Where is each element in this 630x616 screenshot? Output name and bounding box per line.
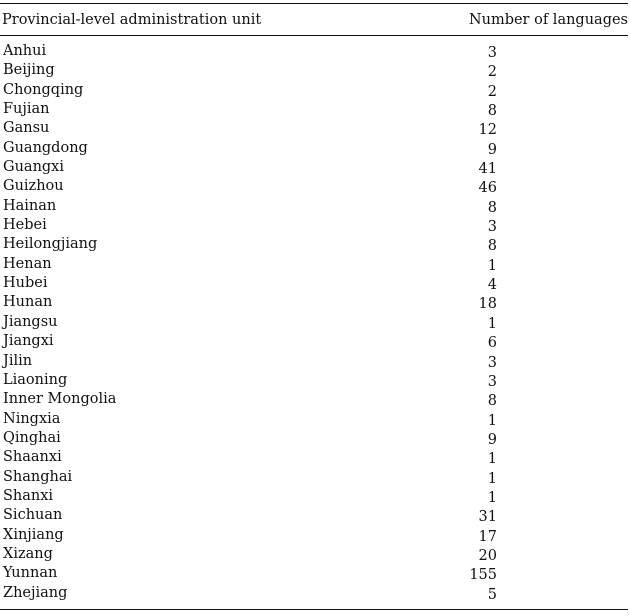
table-row <box>0 564 630 583</box>
row-count: 1 <box>487 451 497 468</box>
row-unit: Hunan <box>3 294 53 311</box>
table-row <box>0 61 630 80</box>
row-unit: Ningxia <box>3 410 61 427</box>
row-count: 1 <box>487 315 497 332</box>
row-unit: Zhejiang <box>3 584 68 601</box>
row-count: 8 <box>487 199 497 216</box>
table-row <box>0 410 630 429</box>
table-row <box>0 545 630 564</box>
table-row <box>0 235 630 254</box>
table-row <box>0 448 630 467</box>
row-unit: Hubei <box>3 275 48 292</box>
table-row <box>0 429 630 448</box>
table-body <box>0 36 630 603</box>
row-unit: Jilin <box>3 352 33 369</box>
row-count: 3 <box>487 354 497 371</box>
table-row <box>0 390 630 409</box>
table-row <box>0 487 630 506</box>
row-unit: Jiangsu <box>3 313 58 330</box>
table-row <box>0 119 630 138</box>
row-unit: Guangxi <box>3 159 65 176</box>
row-count: 46 <box>478 180 497 197</box>
row-unit: Shanxi <box>3 487 54 504</box>
header-count: Number of languages <box>468 11 628 28</box>
table-row <box>0 352 630 371</box>
row-unit: Heilongjiang <box>3 236 98 253</box>
table-row <box>0 371 630 390</box>
row-unit: Inner Mongolia <box>3 391 117 408</box>
row-count: 2 <box>487 83 497 100</box>
row-unit: Gansu <box>3 120 50 137</box>
row-unit: Jiangxi <box>3 333 54 350</box>
row-unit: Beijing <box>3 62 55 79</box>
row-unit: Xizang <box>3 545 53 562</box>
row-count: 17 <box>478 528 497 545</box>
row-count: 20 <box>478 547 497 564</box>
row-unit: Shaanxi <box>3 449 62 466</box>
row-count: 41 <box>478 161 497 178</box>
table-row <box>0 332 630 351</box>
table-header <box>0 4 630 35</box>
row-unit: Sichuan <box>3 507 63 524</box>
row-count: 1 <box>487 489 497 506</box>
table-row <box>0 293 630 312</box>
row-unit: Hebei <box>3 217 47 234</box>
table-row <box>0 158 630 177</box>
row-unit: Yunnan <box>3 565 58 582</box>
row-unit: Xinjiang <box>3 526 64 543</box>
table-row <box>0 274 630 293</box>
table-row <box>0 139 630 158</box>
table-row <box>0 313 630 332</box>
languages-table <box>0 3 630 610</box>
row-count: 1 <box>487 412 497 429</box>
table-row <box>0 197 630 216</box>
table-row <box>0 584 630 603</box>
row-count: 9 <box>487 141 497 158</box>
row-unit: Guizhou <box>3 178 64 195</box>
row-count: 18 <box>478 296 497 313</box>
row-count: 31 <box>478 509 497 526</box>
row-count: 1 <box>487 257 497 274</box>
table-row <box>0 255 630 274</box>
row-count: 3 <box>487 219 497 236</box>
table-row <box>0 177 630 196</box>
row-count: 2 <box>487 64 497 81</box>
row-count: 12 <box>478 122 497 139</box>
row-unit: Shanghai <box>3 468 73 485</box>
table-row <box>0 42 630 61</box>
row-count: 8 <box>487 238 497 255</box>
row-count: 6 <box>487 335 497 352</box>
table-row <box>0 216 630 235</box>
table-row <box>0 100 630 119</box>
table-row <box>0 506 630 525</box>
row-unit: Hainan <box>3 197 57 214</box>
row-count: 3 <box>487 373 497 390</box>
row-unit: Qinghai <box>3 429 61 446</box>
header-unit: Provincial-level administration unit <box>2 11 262 28</box>
row-count: 8 <box>487 103 497 120</box>
row-unit: Henan <box>3 255 52 272</box>
row-count: 8 <box>487 393 497 410</box>
table-row <box>0 526 630 545</box>
row-unit: Chongqing <box>3 81 84 98</box>
row-count: 9 <box>487 431 497 448</box>
table-row <box>0 468 630 487</box>
table-row <box>0 81 630 100</box>
table-bottom-rule <box>0 609 628 610</box>
row-count: 1 <box>487 470 497 487</box>
row-count: 155 <box>469 567 497 584</box>
row-unit: Anhui <box>3 43 47 59</box>
row-unit: Guangdong <box>3 139 88 156</box>
row-count: 3 <box>487 45 497 61</box>
row-count: 5 <box>487 586 497 603</box>
row-unit: Liaoning <box>3 371 68 388</box>
row-count: 4 <box>487 277 497 294</box>
row-unit: Fujian <box>3 101 50 118</box>
